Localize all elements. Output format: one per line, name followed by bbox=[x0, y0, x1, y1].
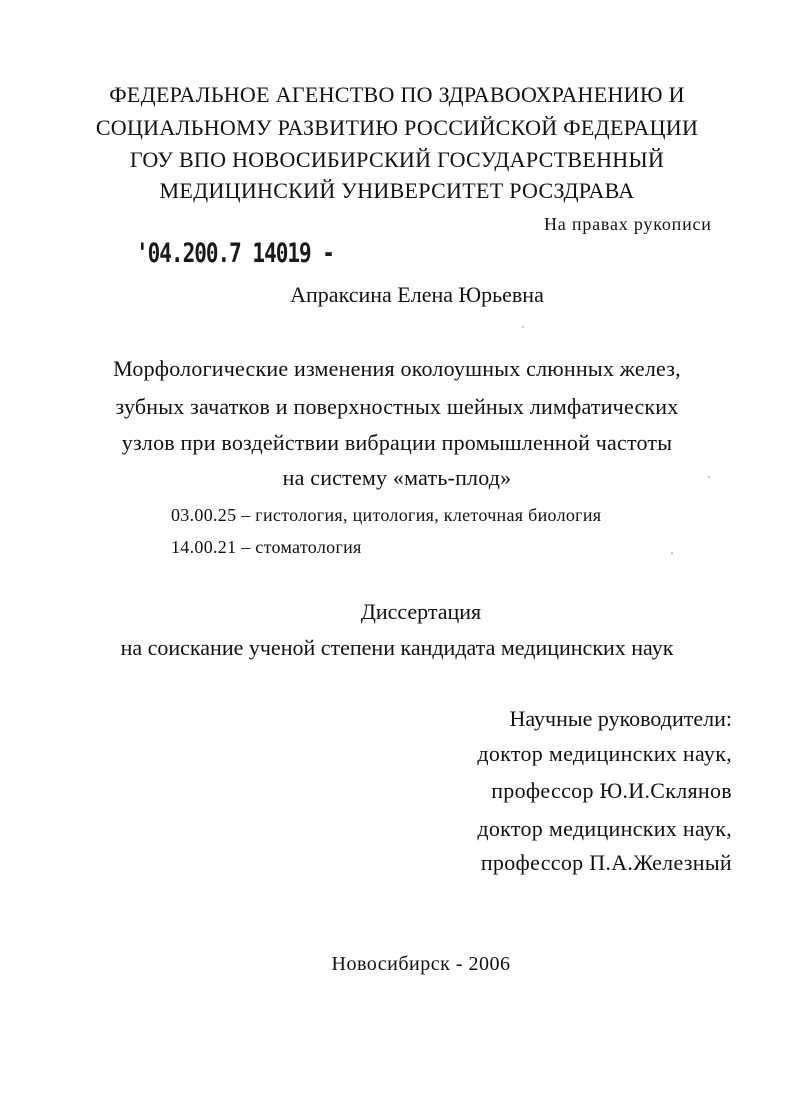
supervisor-1-degree: доктор медицинских наук, bbox=[477, 741, 732, 766]
supervisor-2-degree: доктор медицинских наук, bbox=[477, 816, 732, 841]
scan-speck bbox=[708, 476, 710, 478]
city-and-year: Новосибирск - 2006 bbox=[331, 953, 511, 975]
registration-stamp: '04.200.7 14019 - bbox=[136, 238, 334, 268]
document-type: Диссертация bbox=[360, 599, 482, 624]
supervisors-heading: Научные руководители: bbox=[509, 706, 732, 731]
org-line-3: ГОУ ВПО НОВОСИБИРСКИЙ ГОСУДАРСТВЕННЫЙ bbox=[129, 147, 665, 172]
supervisor-1-name: профессор Ю.И.Склянов bbox=[491, 778, 732, 803]
org-line-1: ФЕДЕРАЛЬНОЕ АГЕНСТВО ПО ЗДРАВООХРАНЕНИЮ И bbox=[109, 82, 685, 107]
org-line-4: МЕДИЦИНСКИЙ УНИВЕРСИТЕТ РОСЗДРАВА bbox=[159, 178, 635, 203]
thesis-title-line-3: узлов при воздействии вибрации промышленной частоты bbox=[121, 430, 673, 455]
org-line-2: СОЦИАЛЬНОМУ РАЗВИТИЮ РОССИЙСКОЙ ФЕДЕРАЦИИ bbox=[95, 115, 699, 140]
scan-speck bbox=[671, 552, 673, 554]
thesis-title-line-2: зубных зачатков и поверхностных шейных лимфатических bbox=[115, 394, 679, 419]
thesis-title-line-1: Морфологические изменения околоушных слюнных желез, bbox=[113, 356, 681, 381]
scan-speck bbox=[522, 326, 524, 328]
specialty-code-1: 03.00.25 – гистология, цитология, клеточная биология bbox=[171, 505, 602, 525]
specialty-code-2: 14.00.21 – стоматология bbox=[171, 537, 362, 557]
rights-note: На правах рукописи bbox=[544, 214, 712, 234]
thesis-title-line-4: на систему «мать-плод» bbox=[282, 465, 512, 490]
author-name: Апраксина Елена Юрьевна bbox=[290, 282, 544, 307]
degree-statement: на соискание ученой степени кандидата медицинских наук bbox=[120, 635, 674, 660]
supervisor-2-name: профессор П.А.Железный bbox=[480, 850, 732, 875]
